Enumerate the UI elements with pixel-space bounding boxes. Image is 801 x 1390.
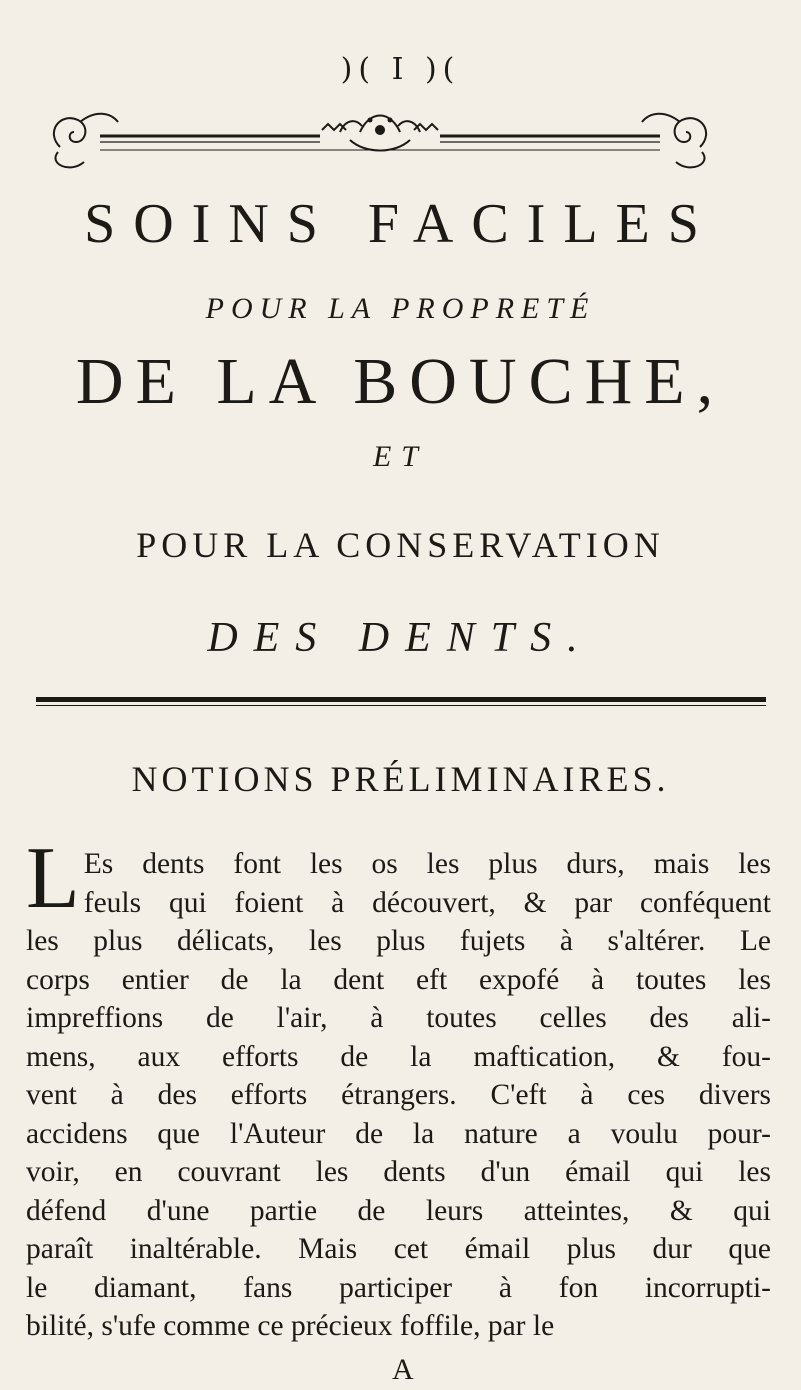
catchword-signature: A xyxy=(392,1353,414,1386)
rule-thin-line xyxy=(36,705,766,706)
body-paragraph xyxy=(26,830,771,1346)
title-pour-la-proprete: POUR LA PROPRETÉ xyxy=(205,292,596,325)
page-number: )( I )( xyxy=(340,52,461,87)
decorative-headpiece xyxy=(40,92,720,182)
text-line: impreffions de l'air, à toutes celles des ali- xyxy=(26,1002,771,1034)
title-de-la-bouche: DE LA BOUCHE, xyxy=(75,345,726,418)
text-line: feuls qui foient à découvert, & par conféquent xyxy=(83,886,771,919)
title-soins-faciles: SOINS FACILES xyxy=(84,193,717,255)
title-des-dents: DES DENTS. xyxy=(207,615,594,661)
text-line: voir, en couvrant les dents d'un émail qui les xyxy=(26,1156,771,1188)
title-et: ET xyxy=(372,440,428,473)
text-line: corps entier de la dent eft expofé à toutes les xyxy=(26,963,771,996)
text-line: le diamant, fans participer à fon incorrupti- xyxy=(26,1271,771,1304)
text-line: accidens que l'Auteur de la nature a voulu pour- xyxy=(26,1117,771,1150)
text-line: bilité, s'ufe comme ce précieux foffile, par le xyxy=(26,1310,555,1342)
text-line: mens, aux efforts de la maftication, & fou- xyxy=(26,1040,771,1073)
section-heading: NOTIONS PRÉLIMINAIRES. xyxy=(131,759,670,799)
double-rule-divider xyxy=(36,697,766,705)
title-pour-la-conservation: POUR LA CONSERVATION xyxy=(136,525,665,565)
text-line: vent à des efforts étrangers. C'eft à ces divers xyxy=(26,1079,771,1111)
text-line: les plus délicats, les plus fujets à s'altérer. Le xyxy=(26,925,771,957)
drop-capital: L xyxy=(26,830,80,927)
rule-thick-line xyxy=(36,697,766,702)
text-line: Es dents font les os les plus durs, mais les xyxy=(83,848,771,880)
text-line: défend d'une partie de leurs atteintes, & qui xyxy=(26,1194,771,1227)
text-line: paraît inaltérable. Mais cet émail plus dur que xyxy=(26,1233,771,1265)
